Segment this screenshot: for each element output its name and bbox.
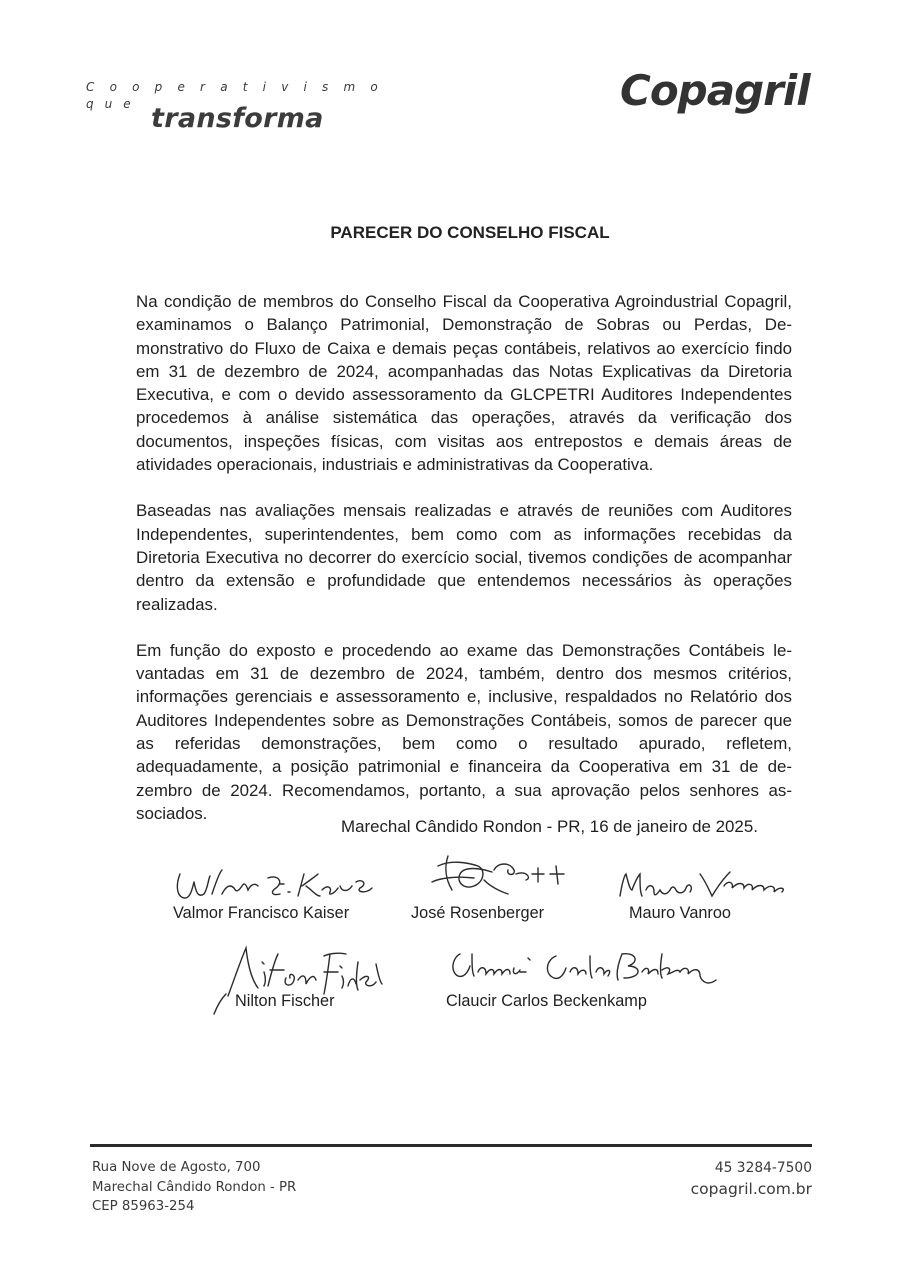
footer-divider [90, 1144, 812, 1147]
signature-mark-5 [446, 946, 726, 992]
paragraph-1: Na condição de membros do Conselho Fiscal da Cooperativa Agroindustrial Copagril, examinamos o Balanço Patrimonial, Demonstração de Sobras ou Perdas, Demonstrativo do Fluxo de Caixa e demais peças contábeis, relativos ao exercício findo em 31 de dezembro de 2024, acompanhadas das Notas Explicativas da Diretoria Executiva, e com o devido assessoramento da GLCPETRI Auditores Independentes procedemos à análise sistemática das operações, através da verificação dos documentos, inspeções físicas, com visitas aos entrepostos e demais áreas de atividades operacionais, industriais e administrativas da Cooperativa. [136, 292, 792, 475]
brand-logo: Copagril [620, 66, 810, 115]
place-date: Marechal Cândido Rondon - PR, 16 de janeiro de 2025. [341, 817, 758, 836]
paragraph-2: Baseadas nas avaliações mensais realizadas e através de reuniões com Auditores Independentes, superintendentes, bem como com as informações recebidas da Diretoria Executiva no decorrer do exercício social, tivemos condições de acompanhar dentro da extensão e profundidade que entendemos necessários às operações realizadas. [136, 501, 792, 614]
signature-name-2: José Rosenberger [411, 904, 545, 922]
tagline-line3: transforma [151, 103, 324, 134]
address-street: Rua Nove de Agosto, 700 [92, 1160, 261, 1175]
signature-mark-3 [614, 866, 790, 906]
signature-mark-2 [426, 852, 582, 896]
signature-mark-1 [172, 862, 382, 908]
address-postal-code: CEP 85963-254 [92, 1199, 195, 1214]
footer-address [92, 1158, 296, 1217]
address-city: Marechal Cândido Rondon - PR [92, 1179, 297, 1195]
signature-name-1: Valmor Francisco Kaiser [173, 904, 350, 922]
document-body [136, 290, 792, 848]
tagline-line2: que [86, 97, 142, 111]
document-title: PARECER DO CONSELHO FISCAL [330, 223, 610, 242]
tagline-line1: Cooperativismo [86, 80, 393, 94]
signature-name-5: Claucir Carlos Beckenkamp [446, 992, 647, 1010]
footer-phone: 45 3284-7500 [714, 1160, 812, 1176]
letterhead [0, 0, 900, 160]
signature-name-4: Nilton Fischer [235, 992, 335, 1010]
signature-name-3: Mauro Vanroo [629, 904, 731, 922]
footer-contact [691, 1158, 812, 1200]
paragraph-3: Em função do exposto e procedendo ao exame das Demonstrações Contábeis levantadas em 31 de dezembro de 2024, também, dentro dos mesmos critérios, informações gerenciais e assessoramento e, inclusive, respaldados no Relatório dos Auditores Independentes sobre as Demonstrações Contábeis, somos de parecer que as referidas demonstrações, bem como o resultado apurado, refletem, adequadamente, a posição patrimonial e financeira da Cooperativa em 31 de dezembro de 2024. Recomendamos, portanto, a sua aprovação pelos senhores associados. [136, 640, 792, 823]
footer-website: copagril.com.br [690, 1180, 812, 1198]
